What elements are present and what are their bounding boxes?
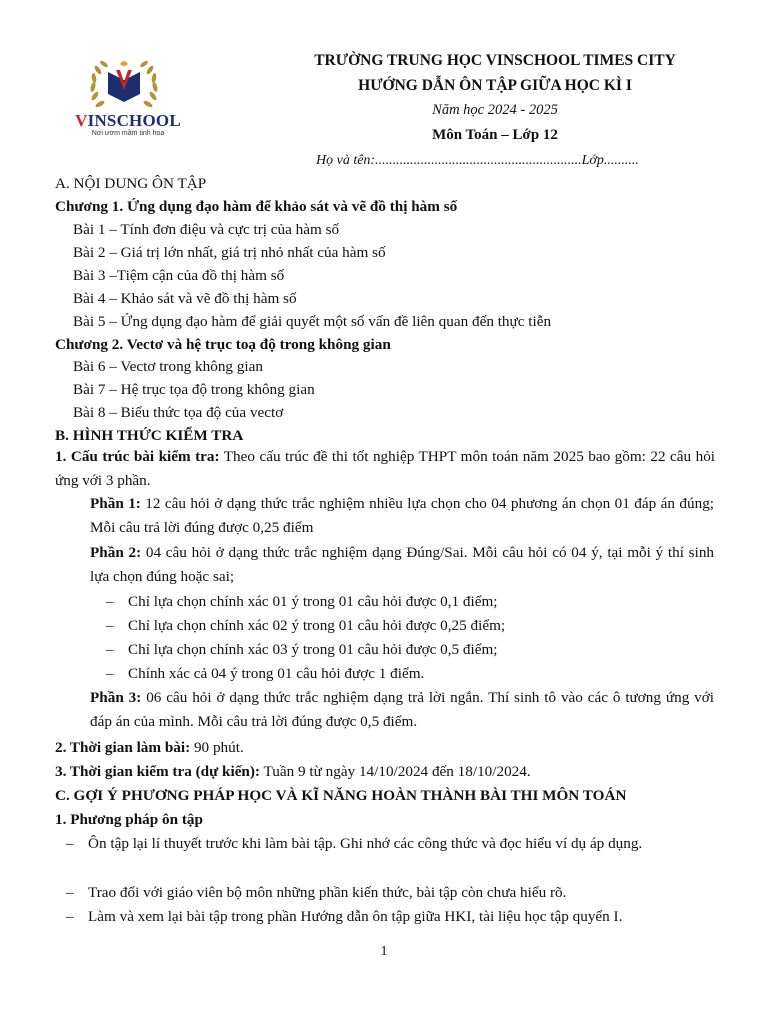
part-1-text: 12 câu hỏi ở dạng thức trắc nghiệm nhiều lựa chọn cho 04 phương án chọn 01 đáp án đúng; Mỗi câu trả lời đúng được 0,25 điểm xyxy=(90,495,715,536)
lesson-item: Bài 1 – Tính đơn điệu và cực trị của hàm số xyxy=(73,221,340,238)
exam-structure-paragraph xyxy=(55,445,715,492)
logo-tagline: Nơi ươm mầm tinh hoa xyxy=(91,130,165,137)
part-2-text: 04 câu hỏi ở dạng thức trắc nghiệm dạng Đúng/Sai. Mỗi câu hỏi có 04 ý, tại mỗi ý thí sinh lựa chọn đúng hoặc sai; xyxy=(90,544,715,585)
scoring-bullet: – Chỉ lựa chọn chính xác 02 ý trong 01 câu hỏi được 0,25 điểm; xyxy=(106,617,506,634)
study-tip-bullet: – Làm và xem lại bài tập trong phần Hướng dẫn ôn tập giữa HKI, tài liệu học tập quyển I. xyxy=(66,908,623,925)
part-1-label: Phần 1: xyxy=(90,495,141,512)
chapter-1-title: Chương 1. Ứng dụng đạo hàm để khảo sát và vẽ đồ thị hàm số xyxy=(55,198,458,215)
school-year: Năm học 2024 - 2025 xyxy=(432,102,558,118)
section-b-heading: B. HÌNH THỨC KIỂM TRA xyxy=(55,427,244,444)
exam-duration-line: 2. Thời gian làm bài: 90 phút. xyxy=(55,739,244,756)
study-tip-bullet: – Trao đổi với giáo viên bộ môn những phần kiến thức, bài tập còn chưa hiểu rõ. xyxy=(66,884,567,901)
logo-wordmark: VINSCHOOL xyxy=(75,111,181,130)
lesson-item: Bài 3 –Tiệm cận của đồ thị hàm số xyxy=(73,267,285,284)
lesson-item: Bài 6 – Vectơ trong không gian xyxy=(73,358,263,375)
part-2-label: Phần 2: xyxy=(90,544,142,561)
study-method-subheading: 1. Phương pháp ôn tập xyxy=(55,811,203,828)
section-a-heading: A. NỘI DUNG ÔN TẬP xyxy=(55,175,207,192)
lesson-item: Bài 7 – Hệ trục tọa độ trong không gian xyxy=(73,381,315,398)
exam-structure-text: Theo cấu trúc đề thi tốt nghiệp THPT môn toán năm 2025 bao gồm: 22 câu hỏi ứng với 3 phần. xyxy=(55,448,716,489)
scoring-bullet: – Chính xác cả 04 ý trong 01 câu hỏi được 1 điểm. xyxy=(106,665,425,682)
lesson-item: Bài 4 – Khảo sát và vẽ đồ thị hàm số xyxy=(73,290,297,307)
scoring-bullet: – Chỉ lựa chọn chính xác 03 ý trong 01 câu hỏi được 0,5 điểm; xyxy=(106,641,498,658)
exam-structure-label: 1. Cấu trúc bài kiểm tra: xyxy=(55,448,220,465)
lesson-item: Bài 2 – Giá trị lớn nhất, giá trị nhỏ nhất của hàm số xyxy=(73,244,386,261)
student-info-line: Họ và tên:...........................................................Lớp.......... xyxy=(316,153,639,168)
lesson-item: Bài 5 – Ứng dụng đạo hàm để giải quyết một số vấn đề liên quan đến thực tiễn xyxy=(73,313,552,330)
document-title: HƯỚNG DẪN ÔN TẬP GIỮA HỌC KÌ I xyxy=(358,77,632,94)
subject-line: Môn Toán – Lớp 12 xyxy=(432,127,558,143)
exam-schedule-line: 3. Thời gian kiểm tra (dự kiến): Tuần 9 từ ngày 14/10/2024 đến 18/10/2024. xyxy=(55,763,531,780)
study-tip-bullet: – Ôn tập lại lí thuyết trước khi làm bài tập. Ghi nhớ các công thức và đọc hiểu ví dụ áp dụng. xyxy=(66,835,643,852)
section-c-heading: C. GỢI Ý PHƯƠNG PHÁP HỌC VÀ KĨ NĂNG HOÀN THÀNH BÀI THI MÔN TOÁN xyxy=(55,787,627,804)
chapter-2-title: Chương 2. Vectơ và hệ trục toạ độ trong không gian xyxy=(55,336,391,353)
school-name: TRƯỜNG TRUNG HỌC VINSCHOOL TIMES CITY xyxy=(314,52,676,69)
part-3-paragraph xyxy=(90,686,714,733)
scoring-bullet: – Chỉ lựa chọn chính xác 01 ý trong 01 câu hỏi được 0,1 điểm; xyxy=(106,593,498,610)
lesson-item: Bài 8 – Biểu thức tọa độ của vectơ xyxy=(73,404,284,421)
school-logo xyxy=(62,50,186,137)
part-3-text: 06 câu hỏi ở dạng thức trắc nghiệm dạng trả lời ngắn. Thí sinh tô vào các ô tương ứng với đáp án của mình. Mỗi câu trả lời đúng được 0,5 điểm. xyxy=(90,689,715,730)
part-1-paragraph xyxy=(90,492,714,539)
part-3-label: Phần 3: xyxy=(90,689,142,706)
part-2-paragraph xyxy=(90,541,714,588)
page-number: 1 xyxy=(380,944,388,959)
